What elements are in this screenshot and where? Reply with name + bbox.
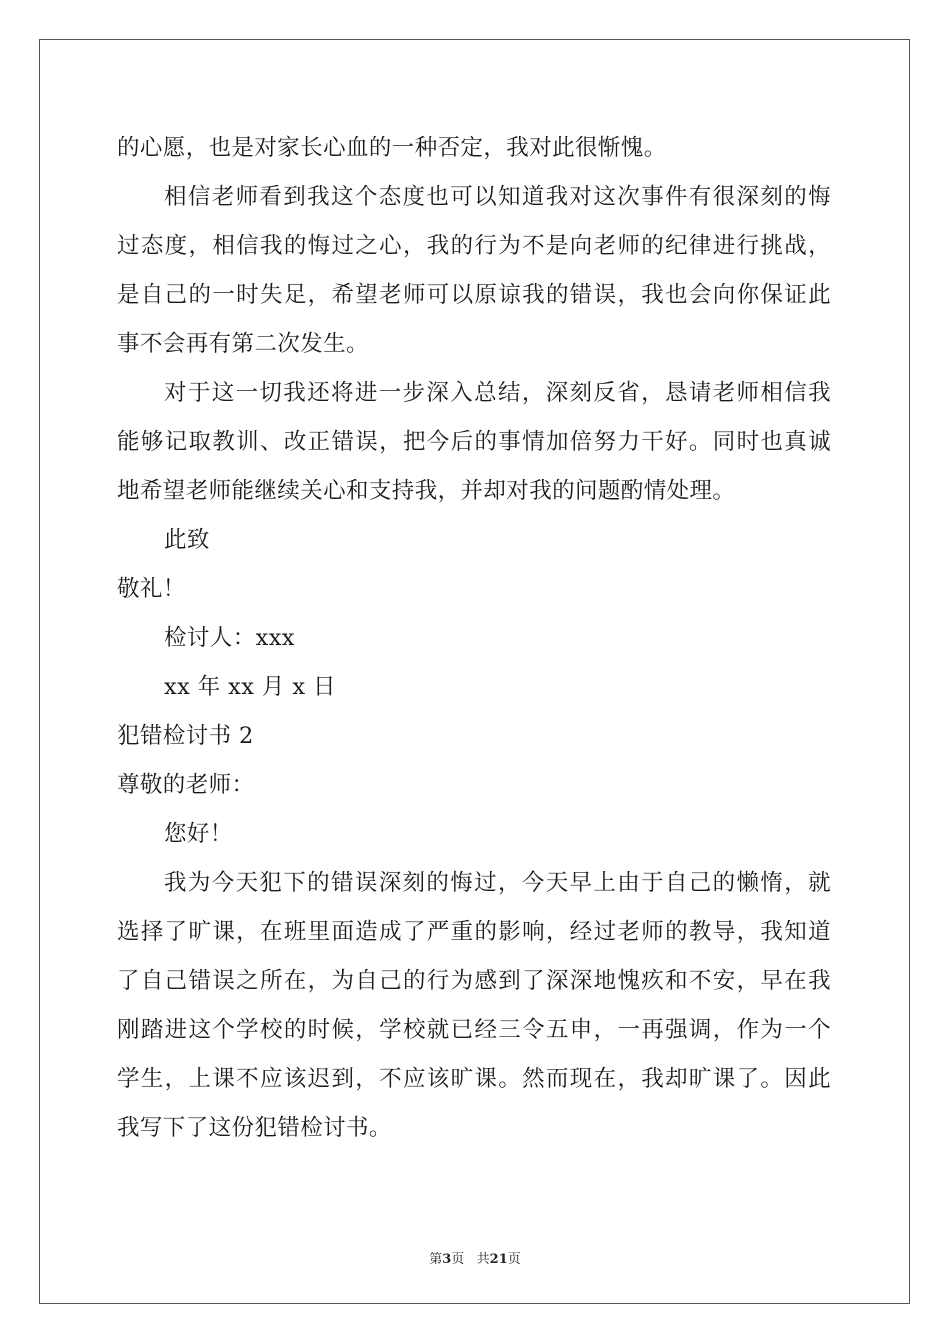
section-title: 犯错检讨书 2 bbox=[117, 723, 254, 749]
footer-mid: 页 共 bbox=[451, 1252, 490, 1267]
signature-date: xx 年 xx 月 x 日 bbox=[164, 674, 336, 700]
paragraph-line: 刚踏进这个学校的时候，学校就已经三令五申，一再强调，作为一个 bbox=[117, 1017, 831, 1043]
paragraph-line: 对于这一切我还将进一步深入总结，深刻反省，恳请老师相信我 bbox=[164, 380, 831, 406]
paragraph-line: 事不会再有第二次发生。 bbox=[117, 331, 369, 357]
footer-suffix: 页 bbox=[507, 1252, 521, 1267]
paragraph-line: 了自己错误之所在，为自己的行为感到了深深地愧疚和不安，早在我 bbox=[117, 968, 831, 994]
paragraph-line: 是自己的一时失足，希望老师可以原谅我的错误，我也会向你保证此 bbox=[117, 282, 831, 308]
footer-prefix: 第 bbox=[429, 1252, 443, 1267]
paragraph-line: 我写下了这份犯错检讨书。 bbox=[117, 1115, 392, 1141]
closing-salutation: 此致 bbox=[164, 527, 210, 553]
paragraph-line: 相信老师看到我这个态度也可以知道我对这次事件有很深刻的悔 bbox=[164, 184, 831, 210]
document-body bbox=[117, 124, 831, 1153]
paragraph-line: 地希望老师能继续关心和支持我，并却对我的问题酌情处理。 bbox=[117, 478, 736, 504]
paragraph-line: 能够记取教训、改正错误，把今后的事情加倍努力干好。同时也真诚 bbox=[117, 429, 831, 455]
signature-author: 检讨人：xxx bbox=[164, 625, 295, 651]
paragraph-line: 我为今天犯下的错误深刻的悔过，今天早上由于自己的懒惰，就 bbox=[164, 870, 831, 896]
paragraph-line: 过态度，相信我的悔过之心，我的行为不是向老师的纪律进行挑战， bbox=[117, 233, 831, 259]
closing-regards: 敬礼！ bbox=[117, 576, 186, 602]
paragraph-line: 的心愿，也是对家长心血的一种否定，我对此很惭愧。 bbox=[117, 135, 667, 161]
letter-greeting: 您好！ bbox=[164, 821, 233, 847]
paragraph-line: 学生，上课不应该迟到，不应该旷课。然而现在，我却旷课了。因此 bbox=[117, 1066, 831, 1092]
letter-salutation: 尊敬的老师： bbox=[117, 772, 255, 798]
footer-current-page: 3 bbox=[442, 1252, 452, 1267]
footer-total-pages: 21 bbox=[489, 1252, 508, 1267]
page-footer bbox=[0, 1248, 950, 1267]
paragraph-line: 选择了旷课，在班里面造成了严重的影响，经过老师的教导，我知道 bbox=[117, 919, 831, 945]
